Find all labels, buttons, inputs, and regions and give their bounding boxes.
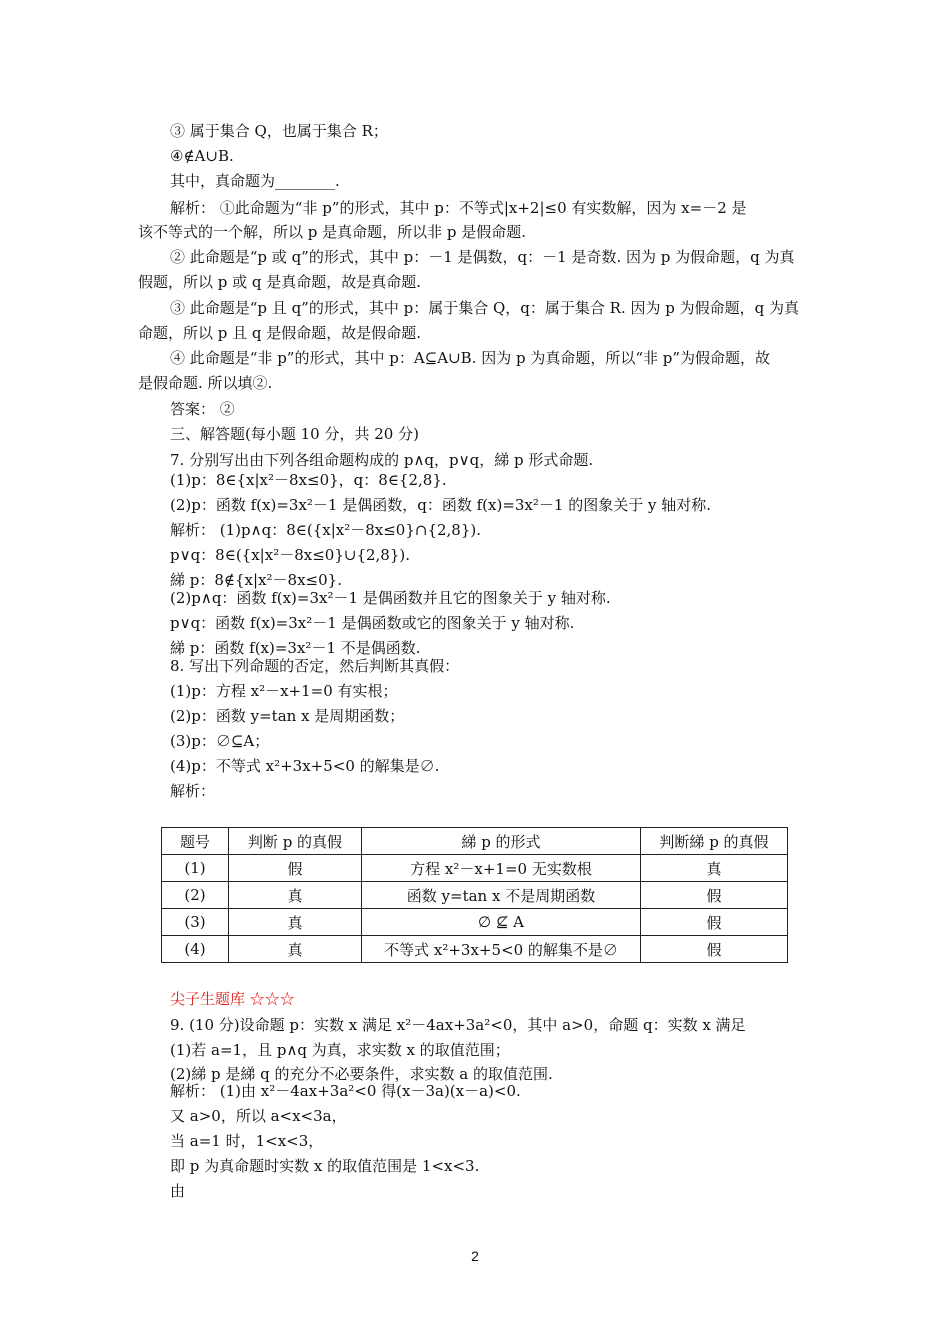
page-number: 2 xyxy=(471,1248,479,1264)
table-cell: 真 xyxy=(641,855,788,882)
table-cell: 真 xyxy=(229,909,362,936)
text-line: (2)p∧q：函数 f(x)=3x²－1 是偶函数并且它的图象关于 y 轴对称. xyxy=(170,589,611,607)
text-line: 解析： xyxy=(170,782,216,800)
table-cell: 假 xyxy=(641,882,788,909)
text-line: 其中，真命题为________. xyxy=(170,172,340,190)
table-cell: 假 xyxy=(641,936,788,963)
answer-table xyxy=(161,827,788,963)
text-line: 三、解答题(每小题 10 分，共 20 分) xyxy=(170,425,419,443)
table-header: 判断 p 的真假 xyxy=(229,828,362,855)
text-line: ④ 此命题是“非 p”的形式，其中 p：A⊆A∪B. 因为 p 为真命题，所以“非 p”为假命题，故 xyxy=(170,349,771,367)
text-line: ③ 属于集合 Q，也属于集合 R； xyxy=(170,122,388,140)
text-line: 是假命题. 所以填②. xyxy=(138,374,273,392)
table-cell: 函数 y=tan x 不是周期函数 xyxy=(362,882,641,909)
table-header: 题号 xyxy=(162,828,229,855)
table-cell: (3) xyxy=(162,909,229,936)
table-header-row xyxy=(162,828,788,855)
table-row xyxy=(162,855,788,882)
text-line: 解析： ①此命题为“非 p”的形式，其中 p：不等式|x+2|≤0 有实数解，因为 x=－2 是 xyxy=(170,199,747,217)
text-line: 答案： ② xyxy=(170,400,235,418)
table-cell: ∅ ⊈ A xyxy=(362,909,641,936)
text-line: (1)p：8∈{x|x²－8x≤0}，q：8∈{2,8}. xyxy=(170,471,447,489)
text-line: 解析： (1)由 x²－4ax+3a²<0 得(x－3a)(x－a)<0. xyxy=(170,1082,521,1100)
text-line: 綈 p：8∉{x|x²－8x≤0}. xyxy=(170,571,342,589)
text-line: (2)綈 p 是綈 q 的充分不必要条件，求实数 a 的取值范围. xyxy=(170,1065,553,1083)
table-cell: 假 xyxy=(641,909,788,936)
table-cell: (2) xyxy=(162,882,229,909)
table-cell: 假 xyxy=(229,855,362,882)
text-line: 当 a=1 时，1<x<3， xyxy=(170,1132,324,1150)
table-row xyxy=(162,882,788,909)
text-line: 9. (10 分)设命题 p：实数 x 满足 x²－4ax+3a²<0，其中 a>0，命题 q：实数 x 满足 xyxy=(170,1016,746,1034)
text-line: (1)p：方程 x²－x+1=0 有实根； xyxy=(170,682,398,700)
table-row xyxy=(162,909,788,936)
text-line: 命题，所以 p 且 q 是假命题，故是假命题. xyxy=(138,324,422,342)
text-line: (2)p：函数 f(x)=3x²－1 是偶函数，q：函数 f(x)=3x²－1 的图象关于 y 轴对称. xyxy=(170,496,711,514)
text-line: 假题，所以 p 或 q 是真命题，故是真命题. xyxy=(138,273,422,291)
table-cell: 不等式 x²+3x+5<0 的解集不是∅ xyxy=(362,936,641,963)
text-line: 又 a>0，所以 a<x<3a， xyxy=(170,1107,347,1125)
text-line: (2)p：函数 y=tan x 是周期函数； xyxy=(170,707,405,725)
text-line: ④∉A∪B. xyxy=(170,147,234,165)
table-header: 判断綈 p 的真假 xyxy=(641,828,788,855)
text-line: 7. 分别写出由下列各组命题构成的 p∧q，p∨q，綈 p 形式命题. xyxy=(170,451,594,469)
table-header: 綈 p 的形式 xyxy=(362,828,641,855)
text-line: 解析： (1)p∧q：8∈({x|x²－8x≤0}∩{2,8}). xyxy=(170,521,482,539)
table-cell: (1) xyxy=(162,855,229,882)
text-line: 綈 p：函数 f(x)=3x²－1 不是偶函数. xyxy=(170,639,421,657)
text-line: 由 xyxy=(170,1182,186,1200)
text-line: 即 p 为真命题时实数 x 的取值范围是 1<x<3. xyxy=(170,1157,480,1175)
text-line: (3)p：∅⊆A； xyxy=(170,732,270,750)
text-line: ③ 此命题是“p 且 q”的形式，其中 p：属于集合 Q，q：属于集合 R. 因为 p 为假命题，q 为真 xyxy=(170,299,799,317)
text-line: p∨q：8∈({x|x²－8x≤0}∪{2,8}). xyxy=(170,546,411,564)
text-line: 该不等式的一个解，所以 p 是真命题，所以非 p 是假命题. xyxy=(138,223,527,241)
table-cell: 真 xyxy=(229,882,362,909)
table-cell: (4) xyxy=(162,936,229,963)
table-cell: 真 xyxy=(229,936,362,963)
text-line: p∨q：函数 f(x)=3x²－1 是偶函数或它的图象关于 y 轴对称. xyxy=(170,614,575,632)
text-line: ② 此命题是“p 或 q”的形式，其中 p：－1 是偶数，q：－1 是奇数. 因为 p 为假命题，q 为真 xyxy=(170,248,795,266)
text-line: (4)p：不等式 x²+3x+5<0 的解集是∅. xyxy=(170,757,440,775)
text-line: 8. 写出下列命题的否定，然后判断其真假： xyxy=(170,657,460,675)
question-bank-heading: 尖子生题库 ☆☆☆ xyxy=(170,990,295,1008)
text-line: (1)若 a=1，且 p∧q 为真，求实数 x 的取值范围； xyxy=(170,1041,510,1059)
table-row xyxy=(162,936,788,963)
table-cell: 方程 x²－x+1=0 无实数根 xyxy=(362,855,641,882)
